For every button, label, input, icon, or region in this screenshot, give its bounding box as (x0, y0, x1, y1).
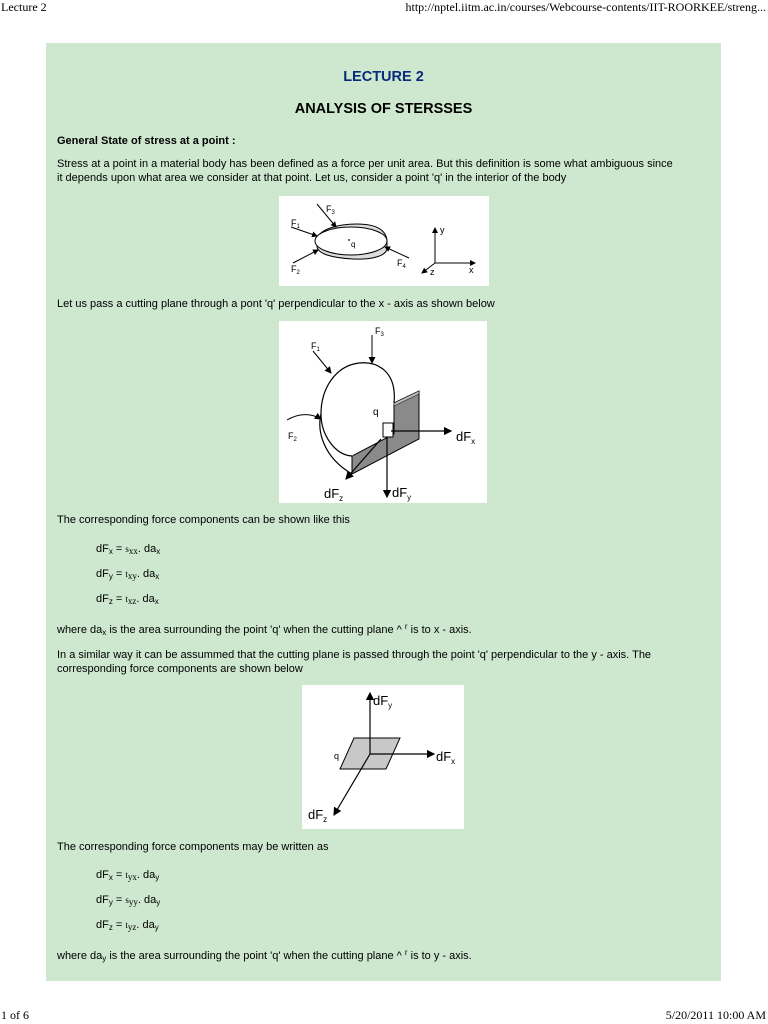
fig1-q-label: q (351, 240, 356, 249)
fig1-f1-label: $F_1$ (291, 218, 300, 230)
header-url: http://nptel.iitm.ac.in/courses/Webcourse-contents/IIT-ROORKEE/streng... (405, 0, 766, 14)
fig3-dfx-label: $dF_x$ (436, 749, 456, 766)
fig3-dfy-label: $dF_y$ (373, 693, 393, 710)
paragraph-1-line-2: it depends upon what area we consider at that point. Let us, consider a point 'q' in the interior of the body (57, 172, 567, 184)
equation-dfz-on-x-plane: $dF_z = t_{xz}$. $da_x$ (96, 593, 159, 606)
figure-body-forces (279, 196, 489, 286)
fig2-f2-label: $F_2$ (288, 431, 297, 443)
figure-cutting-plane-x (279, 321, 487, 503)
footer-datetime: 5/20/2011 10:00 AM (665, 1008, 766, 1022)
fig2-dfz-label: $dF_z$ (324, 486, 344, 503)
fig3-q-label: q (334, 751, 340, 761)
section-heading: General State of stress at a point : (57, 135, 236, 147)
fig1-f3-label: $F_3$ (326, 204, 335, 216)
where-day-note: where $da_y$ is the area surrounding the point 'q' when the cutting plane ^ $^r$ is to y - axis. (57, 948, 472, 963)
page-title: ANALYSIS OF STERSSES (294, 101, 473, 117)
paragraph-2: Let us pass a cutting plane through a pont 'q' perpendicular to the x - axis as shown below (57, 298, 495, 310)
fig2-q-label: q (373, 407, 379, 418)
fig1-axis-y: y (440, 225, 445, 235)
paragraph-1-line-1: Stress at a point in a material body has been defined as a force per unit area. But this definition is some what ambiguous since (57, 158, 673, 170)
paragraph-4-line-2: corresponding force components are shown below (57, 663, 303, 675)
lecture-number: LECTURE 2 (343, 69, 424, 85)
paragraph-5: The corresponding force components may be written as (57, 841, 329, 853)
footer-page-count: 1 of 6 (1, 1008, 29, 1022)
equation-dfy-on-x-plane: $dF_y = t_{xy}$. $da_x$ (96, 568, 160, 581)
equation-dfy-on-y-plane: $dF_y = s_{yy}$. $da_y$ (96, 894, 161, 907)
header-title: Lecture 2 (1, 0, 47, 14)
lecture-panel (46, 43, 721, 981)
fig2-dfy-label: $dF_y$ (392, 485, 412, 502)
fig2-dfx-label: $dF_x$ (456, 429, 476, 446)
fig2-f1-label: $F_1$ (311, 341, 320, 353)
where-dax-note: where $da_x$ is the area surrounding the point 'q' when the cutting plane ^ $^r$ is to x - axis. (57, 622, 472, 637)
fig3-dfz-label: $dF_z$ (308, 807, 328, 824)
equation-dfx-on-y-plane: $dF_x = t_{yx}$. $da_y$ (96, 869, 160, 882)
print-footer (0, 1008, 768, 1024)
fig1-f2-label: $F_2$ (291, 264, 300, 276)
fig1-f4-label: $F_4$ (397, 258, 406, 270)
fig1-axis-x: x (469, 265, 474, 275)
paragraph-4-line-1: In a similar way it can be assummed that the cutting plane is passed through the point 'q' perpendicular to the y - axis. The (57, 649, 652, 661)
fig2-f3-label: $F_3$ (375, 326, 384, 338)
paragraph-3: The corresponding force components can be shown like this (57, 514, 350, 526)
fig1-axis-z: z (430, 267, 435, 277)
equation-dfx-on-x-plane: $dF_x = s_{xx}$. $da_x$ (96, 543, 161, 556)
print-header (0, 0, 768, 16)
equation-dfz-on-y-plane: $dF_z = t_{yz}$. $da_y$ (96, 919, 159, 932)
figure-cutting-plane-y (302, 685, 464, 829)
